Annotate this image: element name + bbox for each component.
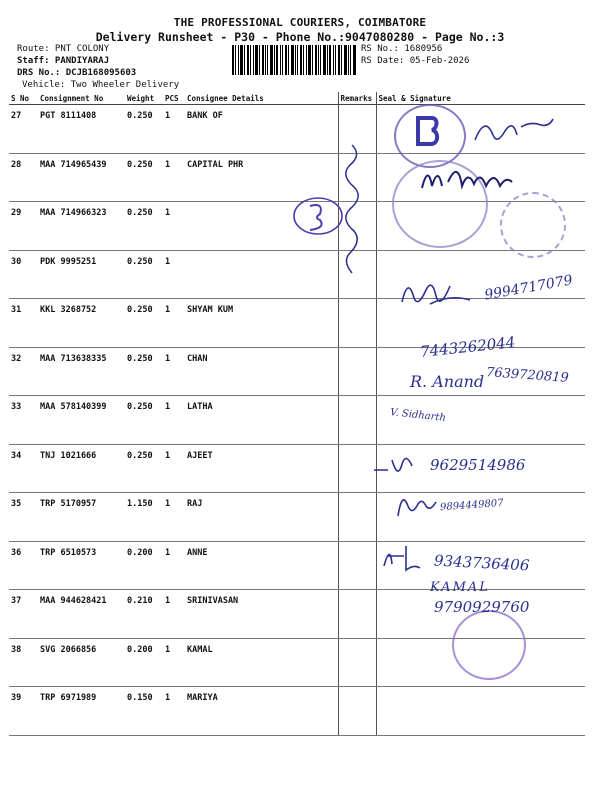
cell-sno: 34 <box>9 444 38 493</box>
cell-remarks <box>338 347 376 396</box>
cell-consignee: CHAN <box>185 347 338 396</box>
cell-consignment: KKL 3268752 <box>38 299 125 348</box>
cell-sno: 30 <box>9 250 38 299</box>
cell-consignee: AJEET <box>185 444 338 493</box>
phone-38-handwritten: 9790929760 <box>434 598 530 616</box>
col-sno: S No <box>9 92 38 105</box>
cell-weight: 0.200 <box>125 638 163 687</box>
cell-sno: 37 <box>9 590 38 639</box>
rs-number: RS No.: 1680956 <box>361 44 443 54</box>
cell-weight: 0.200 <box>125 541 163 590</box>
cell-sno: 38 <box>9 638 38 687</box>
cell-pcs: 1 <box>163 638 185 687</box>
cell-consignment: TRP 6510573 <box>38 541 125 590</box>
col-weight: Weight <box>125 92 163 105</box>
runsheet-subtitle: Delivery Runsheet - P30 - Phone No.:9047080280 - Page No.:3 <box>95 30 505 44</box>
col-remarks: Remarks <box>338 92 376 105</box>
route-label: Route: PNT COLONY <box>17 44 110 54</box>
cell-consignee: BANK OF <box>185 105 338 154</box>
phone-35-handwritten: 9629514986 <box>430 456 526 474</box>
cell-weight: 0.210 <box>125 590 163 639</box>
cell-consignment: MAA 713638335 <box>38 347 125 396</box>
drs-number: DRS No.: DCJB168095603 <box>17 68 137 78</box>
cell-pcs: 1 <box>163 347 185 396</box>
cell-sno: 36 <box>9 541 38 590</box>
cell-consignee: ANNE <box>185 541 338 590</box>
cell-consignment: SVG 2066856 <box>38 638 125 687</box>
table-header-row <box>9 92 585 105</box>
cell-signature <box>376 687 585 736</box>
phone-37-handwritten: 9343736406 <box>433 551 530 575</box>
cell-consignment: MAA 944628421 <box>38 590 125 639</box>
cell-weight: 0.250 <box>125 153 163 202</box>
cell-weight: 0.250 <box>125 299 163 348</box>
cell-remarks <box>338 493 376 542</box>
col-signature: Seal & Signature <box>376 92 585 105</box>
cell-pcs: 1 <box>163 590 185 639</box>
cell-consignment: TNJ 1021666 <box>38 444 125 493</box>
cell-weight: 0.250 <box>125 444 163 493</box>
cell-pcs: 1 <box>163 541 185 590</box>
cell-remarks <box>338 638 376 687</box>
cell-consignment: PDK 9995251 <box>38 250 125 299</box>
col-pcs: PCS <box>163 92 185 105</box>
cell-sno: 33 <box>9 396 38 445</box>
cell-consignment: MAA 578140399 <box>38 396 125 445</box>
name-33-handwritten: R. Anand <box>410 372 485 391</box>
cell-sno: 27 <box>9 105 38 154</box>
signature-31 <box>396 272 476 318</box>
barcode <box>232 45 356 75</box>
cell-pcs: 1 <box>163 687 185 736</box>
cell-weight: 0.150 <box>125 687 163 736</box>
cell-sno: 29 <box>9 202 38 251</box>
cell-consignment: MAA 714966323 <box>38 202 125 251</box>
cell-consignee <box>185 250 338 299</box>
cell-consignment: TRP 5170957 <box>38 493 125 542</box>
bank-logo-icon <box>414 114 442 148</box>
table-row <box>9 396 585 445</box>
phone-31-handwritten: 9994717079 <box>483 272 574 304</box>
cell-consignee: RAJ <box>185 493 338 542</box>
staff-label: Staff: PANDIYARAJ <box>17 56 110 66</box>
cell-consignment: MAA 714965439 <box>38 153 125 202</box>
phone-36-handwritten: 9894449807 <box>439 497 504 514</box>
round-stamp-right <box>500 192 566 258</box>
vehicle-label: Vehicle: Two Wheeler Delivery <box>22 80 180 90</box>
cell-consignment: TRP 6971989 <box>38 687 125 736</box>
cell-pcs: 1 <box>163 250 185 299</box>
handwritten-3-mark <box>290 194 346 240</box>
col-consignment: Consignment No <box>38 92 125 105</box>
cell-pcs: 1 <box>163 105 185 154</box>
cell-sno: 32 <box>9 347 38 396</box>
cell-sno: 35 <box>9 493 38 542</box>
cell-pcs: 1 <box>163 396 185 445</box>
cell-consignee: SRINIVASAN <box>185 590 338 639</box>
company-title: THE PROFESSIONAL COURIERS, COIMBATORE <box>173 16 427 29</box>
cell-weight: 0.250 <box>125 202 163 251</box>
signature-27 <box>470 112 560 152</box>
cell-remarks <box>338 299 376 348</box>
cell-remarks <box>338 687 376 736</box>
cell-pcs: 1 <box>163 299 185 348</box>
cell-consignee: SHYAM KUM <box>185 299 338 348</box>
cell-consignment: PGT 8111408 <box>38 105 125 154</box>
cell-weight: 0.250 <box>125 105 163 154</box>
cell-remarks <box>338 396 376 445</box>
cell-remarks <box>338 590 376 639</box>
cell-pcs: 1 <box>163 153 185 202</box>
cell-weight: 0.250 <box>125 396 163 445</box>
name-38-handwritten: KAMAL <box>430 580 490 595</box>
cell-weight: 0.250 <box>125 250 163 299</box>
phone-33-handwritten: 7639720819 <box>485 365 570 386</box>
signature-35 <box>370 452 420 482</box>
cell-pcs: 1 <box>163 202 185 251</box>
cell-sno: 28 <box>9 153 38 202</box>
cell-sno: 39 <box>9 687 38 736</box>
cell-pcs: 1 <box>163 493 185 542</box>
cell-remarks <box>338 541 376 590</box>
name-34-handwritten: V. Sidharth <box>389 407 447 424</box>
cell-sno: 31 <box>9 299 38 348</box>
signature-37 <box>378 540 428 576</box>
table-row <box>9 687 585 736</box>
col-consignee: Consignee Details <box>185 92 338 105</box>
cell-consignee: CAPITAL PHR <box>185 153 338 202</box>
cell-pcs: 1 <box>163 444 185 493</box>
cell-consignee: MARIYA <box>185 687 338 736</box>
cell-consignee: KAMAL <box>185 638 338 687</box>
signature-28 <box>418 160 528 196</box>
cell-consignee: LATHA <box>185 396 338 445</box>
signature-36 <box>392 488 442 524</box>
cell-weight: 1.150 <box>125 493 163 542</box>
cell-weight: 0.250 <box>125 347 163 396</box>
rs-date: RS Date: 05-Feb-2026 <box>361 56 470 66</box>
maria-seal-stamp <box>452 610 526 680</box>
phone-32-handwritten: 7443262044 <box>419 333 517 361</box>
